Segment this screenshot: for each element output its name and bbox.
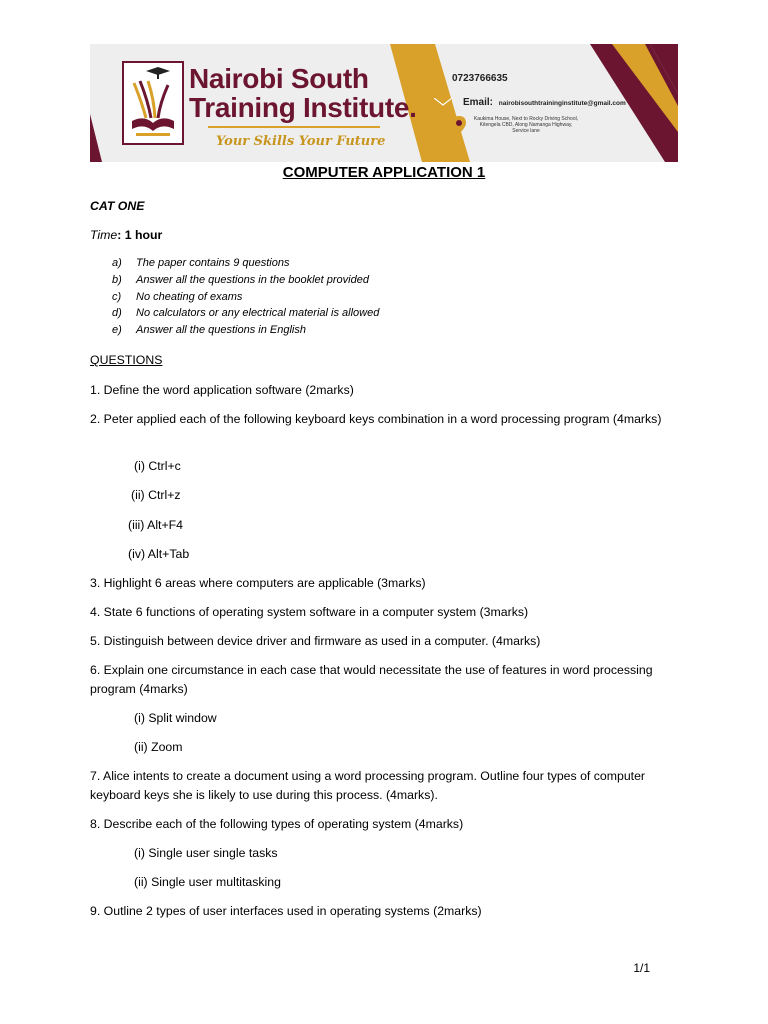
list-marker: b) [112,273,122,286]
institute-name-line1: Nairobi South [189,63,369,94]
instruction-text: Answer all the questions in the booklet provided [136,273,369,286]
instruction-text: No calculators or any electrical material is allowed [136,307,380,320]
question-2: 2. Peter applied each of the following keyboard keys combination in a word processing program (4marks) [90,412,662,426]
question-6-item: (ii) Zoom [134,740,183,754]
question-2-item: (iv) Alt+Tab [128,547,190,561]
phone-icon [430,72,442,90]
question-2-item: (iii) Alt+F4 [128,518,184,532]
question-8-item: (i) Single user single tasks [134,846,278,860]
document-title: COMPUTER APPLICATION 1 [282,164,486,181]
question-4: 4. State 6 functions of operating system software in a computer system (3marks) [90,605,529,619]
page-number: 1/1 [633,961,650,975]
list-marker: d) [112,307,122,320]
institute-logo [122,61,184,145]
list-item [112,305,379,322]
address [466,116,586,134]
time-value: : 1 hour [117,228,163,242]
location-pin-icon [452,116,466,139]
instruction-text: Answer all the questions in English [136,324,306,337]
list-marker: a) [112,257,122,269]
tagline: Your Skills Your Future [216,134,386,149]
list-marker: c) [112,290,122,303]
email-label: Email: [463,97,494,108]
question-8: 8. Describe each of the following types of operating system (4marks) [90,817,464,831]
cat-label: CAT ONE [90,199,145,213]
questions-heading: QUESTIONS [90,353,163,367]
address-line: Kitengela CBD, Along Namanga Highway, [479,122,573,128]
question-8-item: (ii) Single user multitasking [134,875,281,889]
header-banner [90,44,678,162]
divider [208,126,380,128]
email-row [463,97,626,108]
address-line: Kaukima House, Next to Rocky Driving School, [473,116,579,122]
question-7: 7. Alice intents to create a document using a word processing program. Outline four types of computer keyboard keys she is likely to use during this process. (4marks). [90,769,646,802]
email-icon [434,97,452,115]
instructions-list [112,255,379,339]
question-9: 9. Outline 2 types of user interfaces used in operating systems (2marks) [90,904,482,918]
question-1: 1. Define the word application software (2marks) [90,383,354,397]
question-2-item: (i) Ctrl+c [134,459,181,473]
question-5: 5. Distinguish between device driver and firmware as used in a computer. (4marks) [90,634,541,648]
phone-number: 0723766635 [452,73,508,84]
address-line: Service lane [512,128,540,134]
email-address: nairobisouthtraininginstitute@gmail.com [498,100,626,107]
institute-name-line2: Training Institute. [189,92,417,123]
instruction-text: The paper contains 9 questions [136,257,290,269]
institute-name [189,64,417,122]
list-item [112,255,379,272]
question-2-item: (ii) Ctrl+z [131,488,181,502]
list-marker: e) [112,324,122,337]
list-item [112,322,379,339]
list-item [112,272,379,289]
time-line [90,226,680,245]
time-label: Time [90,228,118,242]
instruction-text: No cheating of exams [136,290,243,303]
list-item [112,289,379,306]
question-3: 3. Highlight 6 areas where computers are applicable (3marks) [90,576,426,590]
question-6: 6. Explain one circumstance in each case that would necessitate the use of features in word processing program (4marks) [90,663,653,696]
question-6-item: (i) Split window [134,711,217,725]
